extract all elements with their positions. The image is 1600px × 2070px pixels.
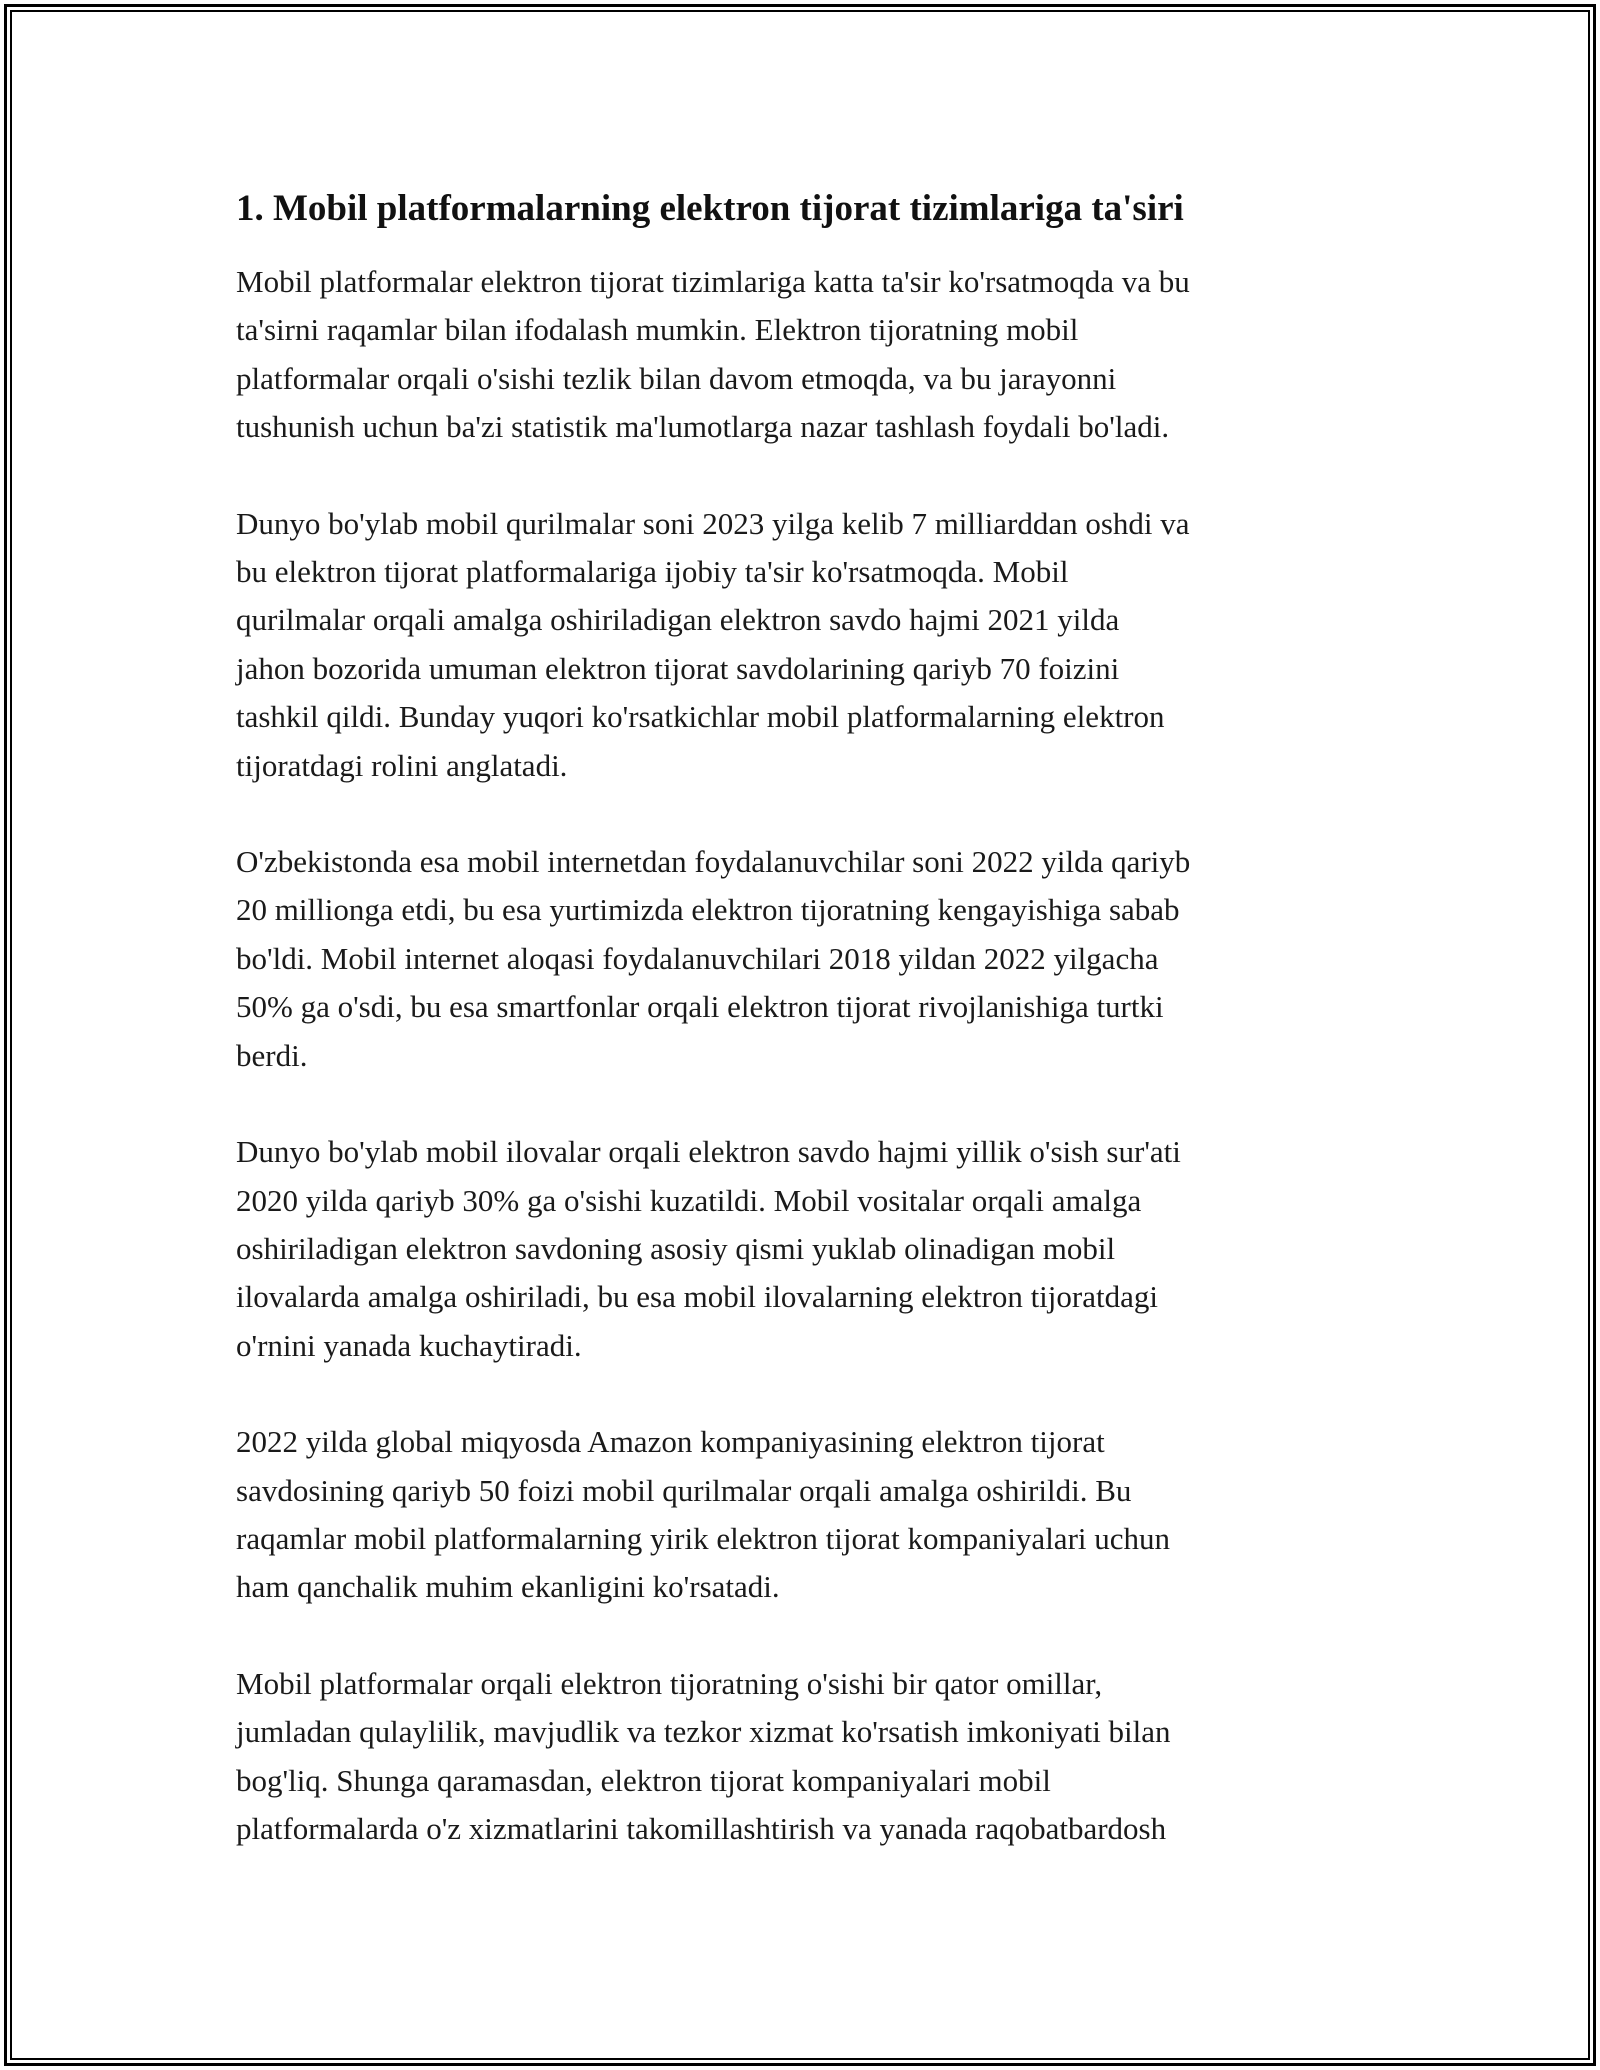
paragraph-global-devices	[236, 500, 1386, 790]
text-line: tushunish uchun ba'zi statistik ma'lumotlarga nazar tashlash foydali bo'ladi.	[236, 409, 1170, 445]
text-line: savdosining qariyb 50 foizi mobil qurilmalar orqali amalga oshirildi. Bu	[236, 1472, 1132, 1508]
text-line: 20 millionga etdi, bu esa yurtimizda elektron tijoratning kengayishiga sabab	[236, 892, 1180, 928]
text-line: ilovalarda amalga oshiriladi, bu esa mobil ilovalarning elektron tijoratdagi	[236, 1279, 1158, 1315]
text-line: ta'sirni raqamlar bilan ifodalash mumkin. Elektron tijoratning mobil	[236, 312, 1079, 348]
text-line: Mobil platformalar elektron tijorat tizimlariga katta ta'sir ko'rsatmoqda va bu	[236, 264, 1190, 299]
text-line: tashkil qildi. Bunday yuqori ko'rsatkichlar mobil platformalarning elektron	[236, 699, 1165, 735]
text-line: oshiriladigan elektron savdoning asosiy qismi yuklab olinadigan mobil	[236, 1230, 1116, 1266]
text-line: platformalarda o'z xizmatlarini takomillashtirish va yanada raqobatbardosh	[236, 1810, 1167, 1846]
text-line: ham qanchalik muhim ekanligini ko'rsatadi.	[236, 1569, 780, 1605]
text-line: 2020 yilda qariyb 30% ga o'sishi kuzatildi. Mobil vositalar orqali amalga	[236, 1182, 1142, 1218]
paragraph-uzbekistan	[236, 838, 1386, 1080]
text-line: Dunyo bo'ylab mobil ilovalar orqali elektron savdo hajmi yillik o'sish sur'ati	[236, 1134, 1181, 1170]
document-body	[236, 186, 1386, 1901]
text-line: Dunyo bo'ylab mobil qurilmalar soni 2023 yilga kelib 7 milliarddan oshdi va	[236, 505, 1190, 541]
section-heading: 1. Mobil platformalarning elektron tijorat tizimlariga ta'siri	[236, 188, 1184, 229]
text-line: qurilmalar orqali amalga oshiriladigan elektron savdo hajmi 2021 yilda	[236, 602, 1120, 638]
text-line: bo'ldi. Mobil internet aloqasi foydalanuvchilari 2018 yildan 2022 yilgacha	[236, 940, 1159, 976]
text-line: jumladan qulaylilik, mavjudlik va tezkor xizmat ko'rsatish imkoniyati bilan	[236, 1714, 1171, 1750]
text-line: tijoratdagi rolini anglatadi.	[236, 747, 568, 783]
paragraph-growth-factors	[236, 1660, 1386, 1854]
text-line: 50% ga o'sdi, bu esa smartfonlar orqali elektron tijorat rivojlanishiga turtki	[236, 989, 1164, 1025]
text-line: bu elektron tijorat platformalariga ijobiy ta'sir ko'rsatmoqda. Mobil	[236, 554, 1069, 590]
paragraph-intro	[236, 258, 1386, 452]
text-line: raqamlar mobil platformalarning yirik elektron tijorat kompaniyalari uchun	[236, 1520, 1171, 1556]
paragraph-amazon	[236, 1418, 1386, 1612]
text-line: O'zbekistonda esa mobil internetdan foydalanuvchilar soni 2022 yilda qariyb	[236, 844, 1191, 880]
text-line: Mobil platformalar orqali elektron tijoratning o'sishi bir qator omillar,	[236, 1665, 1103, 1701]
text-line: bog'liq. Shunga qaramasdan, elektron tijorat kompaniyalari mobil	[236, 1762, 1051, 1798]
paragraph-mobile-apps	[236, 1128, 1386, 1370]
text-line: o'rnini yanada kuchaytiradi.	[236, 1327, 582, 1363]
text-line: berdi.	[236, 1037, 308, 1073]
text-line: platformalar orqali o'sishi tezlik bilan davom etmoqda, va bu jarayonni	[236, 360, 1117, 396]
text-line: jahon bozorida umuman elektron tijorat savdolarining qariyb 70 foizini	[236, 650, 1120, 686]
text-line: 2022 yilda global miqyosda Amazon kompaniyasining elektron tijorat	[236, 1424, 1105, 1460]
